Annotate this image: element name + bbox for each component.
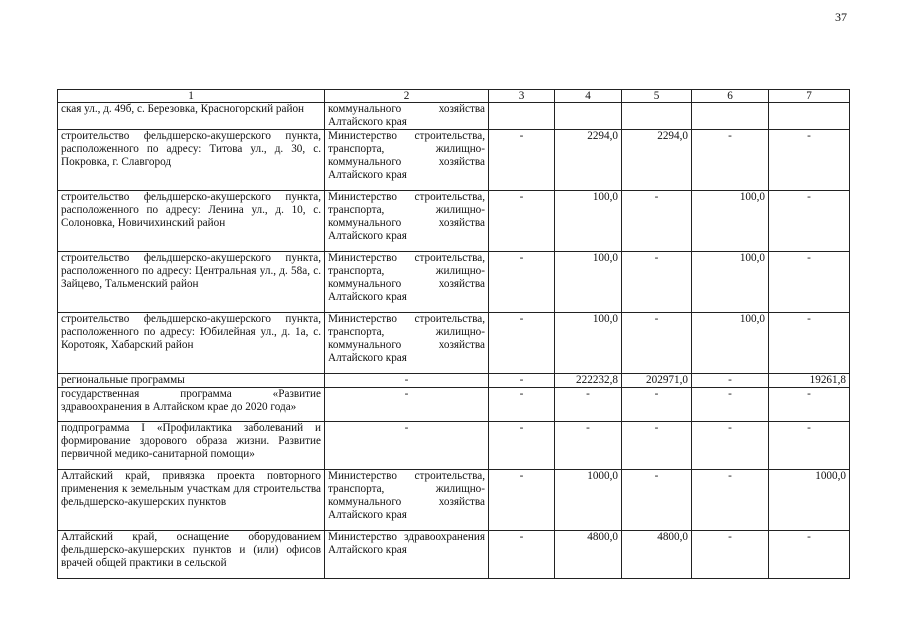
column-6-value: 100,0: [692, 313, 769, 374]
table-row: [58, 191, 850, 252]
column-3-cell: -: [489, 531, 555, 579]
ministry-cell: Министерство строительства, транспорта, жилищно-коммунального хозяйства Алтайского края: [325, 470, 489, 531]
column-header: 2: [325, 90, 489, 103]
column-6-value: -: [692, 470, 769, 531]
column-number-row: [58, 90, 850, 103]
column-5-value: -: [622, 388, 692, 422]
column-7-value: [769, 103, 850, 130]
column-4-value: 4800,0: [555, 531, 622, 579]
column-3-cell: -: [489, 252, 555, 313]
column-7-value: -: [769, 130, 850, 191]
column-6-value: -: [692, 531, 769, 579]
column-3-cell: -: [489, 313, 555, 374]
column-3-cell: -: [489, 374, 555, 388]
column-4-value: 1000,0: [555, 470, 622, 531]
column-7-value: 1000,0: [769, 470, 850, 531]
column-4-value: -: [555, 422, 622, 470]
object-name-cell: строительство фельдшерско-акушерского пункта, расположенного по адресу: Титова ул., д. 30, с. Покровка, г. Славгород: [58, 130, 325, 191]
object-name-cell: строительство фельдшерско-акушерского пункта, расположенного по адресу: Центральная ул., д. 58а, с. Зайцево, Тальменский район: [58, 252, 325, 313]
column-3-cell: -: [489, 470, 555, 531]
table-row: [58, 313, 850, 374]
column-5-value: 202971,0: [622, 374, 692, 388]
page-number: 37: [835, 10, 847, 24]
column-5-value: 4800,0: [622, 531, 692, 579]
object-name-cell: Алтайский край, привязка проекта повторного применения к земельным участкам для строительства фельдшерско-акушерских пунктов: [58, 470, 325, 531]
ministry-cell: Министерство строительства, транспорта, жилищно-коммунального хозяйства Алтайского края: [325, 130, 489, 191]
table-row: [58, 531, 850, 579]
column-6-value: 100,0: [692, 252, 769, 313]
column-5-value: -: [622, 191, 692, 252]
column-3-cell: -: [489, 422, 555, 470]
column-4-value: 222232,8: [555, 374, 622, 388]
column-7-value: -: [769, 191, 850, 252]
column-4-value: 100,0: [555, 252, 622, 313]
table-row: [58, 470, 850, 531]
object-name-cell: государственная программа «Развитие здравоохранения в Алтайском крае до 2020 года»: [58, 388, 325, 422]
column-5-value: -: [622, 422, 692, 470]
table-row: [58, 252, 850, 313]
column-6-value: -: [692, 388, 769, 422]
column-header: 3: [489, 90, 555, 103]
object-name-cell: строительство фельдшерско-акушерского пункта, расположенного по адресу: Юбилейная ул., д. 1а, с. Коротояк, Хабарский район: [58, 313, 325, 374]
column-4-value: -: [555, 388, 622, 422]
column-6-value: -: [692, 130, 769, 191]
object-name-cell: ская ул., д. 49б, с. Березовка, Красногорский район: [58, 103, 325, 130]
column-7-value: -: [769, 313, 850, 374]
table-row: [58, 103, 850, 130]
column-7-value: -: [769, 422, 850, 470]
column-5-value: -: [622, 252, 692, 313]
ministry-cell: Министерство здравоохранения Алтайского края: [325, 531, 489, 579]
column-header: 7: [769, 90, 850, 103]
table-row: [58, 130, 850, 191]
table-row: [58, 422, 850, 470]
column-3-cell: -: [489, 388, 555, 422]
column-6-value: [692, 103, 769, 130]
object-name-cell: подпрограмма I «Профилактика заболеваний и формирование здорового образа жизни. Развитие первичной медико-санитарной помощи»: [58, 422, 325, 470]
column-3-cell: [489, 103, 555, 130]
column-5-value: 2294,0: [622, 130, 692, 191]
ministry-cell: -: [325, 388, 489, 422]
column-5-value: [622, 103, 692, 130]
column-header: 1: [58, 90, 325, 103]
column-3-cell: -: [489, 130, 555, 191]
column-4-value: 100,0: [555, 313, 622, 374]
column-7-value: -: [769, 531, 850, 579]
column-7-value: 19261,8: [769, 374, 850, 388]
column-header: 5: [622, 90, 692, 103]
column-4-value: [555, 103, 622, 130]
column-6-value: 100,0: [692, 191, 769, 252]
column-3-cell: -: [489, 191, 555, 252]
budget-table: [57, 89, 850, 579]
ministry-cell: коммунального хозяйства Алтайского края: [325, 103, 489, 130]
ministry-cell: Министерство строительства, транспорта, жилищно-коммунального хозяйства Алтайского края: [325, 252, 489, 313]
column-6-value: -: [692, 374, 769, 388]
object-name-cell: строительство фельдшерско-акушерского пункта, расположенного по адресу: Ленина ул., д. 10, с. Солоновка, Новичихинский район: [58, 191, 325, 252]
column-5-value: -: [622, 470, 692, 531]
column-header: 4: [555, 90, 622, 103]
column-4-value: 100,0: [555, 191, 622, 252]
ministry-cell: -: [325, 422, 489, 470]
column-4-value: 2294,0: [555, 130, 622, 191]
column-7-value: -: [769, 252, 850, 313]
column-5-value: -: [622, 313, 692, 374]
column-header: 6: [692, 90, 769, 103]
table-row: [58, 388, 850, 422]
column-6-value: -: [692, 422, 769, 470]
object-name-cell: Алтайский край, оснащение оборудованием фельдшерско-акушерских пунктов и (или) офисов врачей общей практики в сельской: [58, 531, 325, 579]
column-7-value: -: [769, 388, 850, 422]
table-row: [58, 374, 850, 388]
ministry-cell: -: [325, 374, 489, 388]
ministry-cell: Министерство строительства, транспорта, жилищно-коммунального хозяйства Алтайского края: [325, 313, 489, 374]
ministry-cell: Министерство строительства, транспорта, жилищно-коммунального хозяйства Алтайского края: [325, 191, 489, 252]
object-name-cell: региональные программы: [58, 374, 325, 388]
